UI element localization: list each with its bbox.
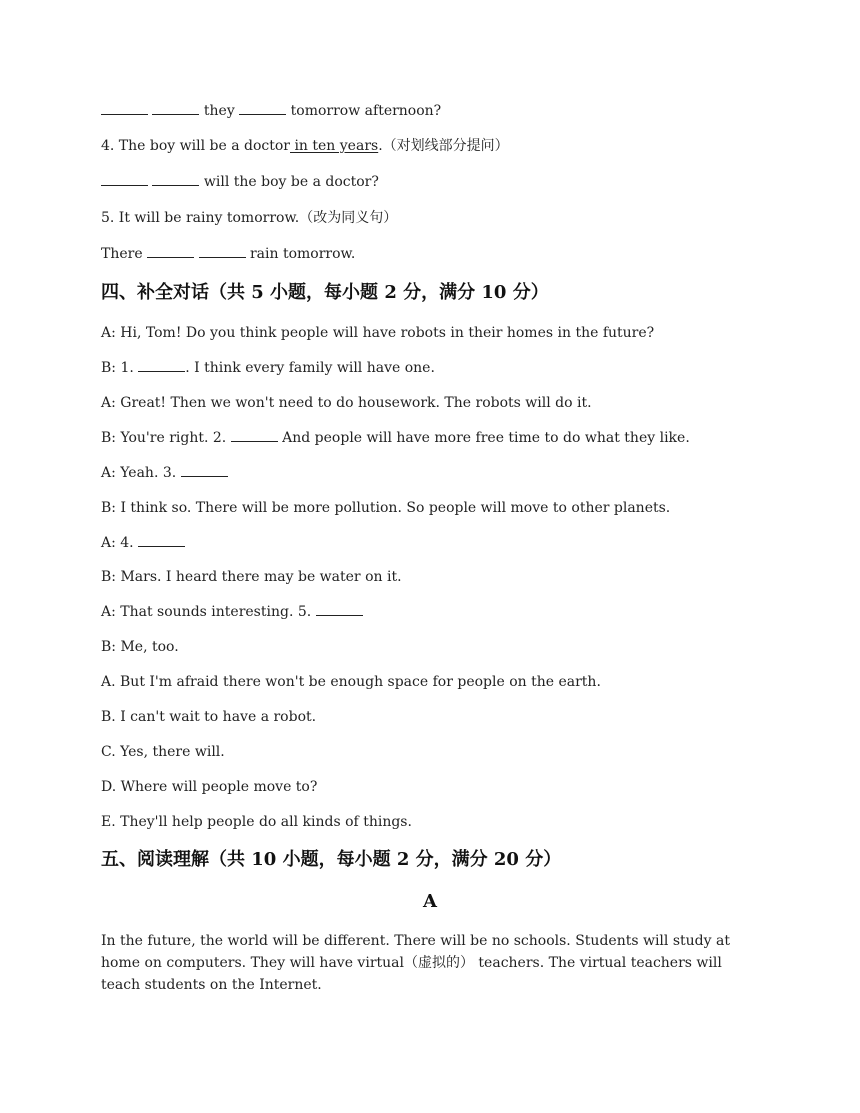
blank[interactable]	[138, 359, 185, 372]
blank[interactable]	[316, 603, 363, 616]
blank[interactable]	[147, 245, 194, 258]
q3-answer-line	[101, 102, 441, 120]
blank[interactable]	[181, 464, 228, 477]
q5-rest: rain tomorrow.	[249, 246, 356, 262]
dialogue-line	[101, 499, 670, 517]
passage-title: A	[423, 891, 437, 912]
option-c: C. Yes, there will.	[101, 744, 225, 760]
dialogue-text: B: Me, too.	[101, 639, 179, 655]
q3-rest: tomorrow afternoon?	[290, 103, 442, 119]
q4-rest: will the boy be a doctor?	[203, 174, 379, 190]
dialogue-text: A: Yeah. 3.	[101, 465, 177, 481]
dialogue-text: A: Hi, Tom! Do you think people will have robots in their homes in the future?	[101, 325, 655, 341]
q4-suffix: .（对划线部分提问）	[378, 138, 509, 154]
blank[interactable]	[101, 173, 148, 186]
blank[interactable]	[101, 102, 148, 115]
q4-prefix: 4. The boy will be a doctor	[101, 138, 290, 154]
section5-heading: 五、阅读理解（共 10 小题，每小题 2 分，满分 20 分）	[101, 849, 562, 870]
dialogue-line	[101, 603, 363, 621]
dialogue-line	[101, 638, 179, 656]
dialogue-text: B: I think so. There will be more pollution. So people will move to other planets.	[101, 500, 671, 516]
q5-answer-line	[101, 245, 355, 263]
blank[interactable]	[231, 429, 278, 442]
q3-they: they	[203, 103, 235, 119]
dialogue-line	[101, 464, 228, 482]
q4-answer-line	[101, 173, 379, 191]
option-b: B. I can't wait to have a robot.	[101, 709, 317, 725]
dialogue-text: B: 1.	[101, 360, 134, 376]
blank[interactable]	[152, 102, 199, 115]
blank[interactable]	[152, 173, 199, 186]
dialogue-text: B: Mars. I heard there may be water on it.	[101, 569, 402, 585]
blank[interactable]	[239, 102, 286, 115]
q4-underlined-phrase: in ten years	[290, 138, 379, 154]
passage-text: In the future, the world will be different. There will be no schools. Students will study at home on computers. They will have virtual（虚拟的） teachers. The virtual teachers will teach students on the Internet.	[101, 933, 730, 993]
dialogue-text: . I think every family will have one.	[185, 360, 435, 376]
dialogue-line	[101, 359, 435, 377]
dialogue-text: A: 4.	[101, 535, 134, 551]
option-d: D. Where will people move to?	[101, 779, 318, 795]
dialogue-text: A: That sounds interesting. 5.	[101, 604, 312, 620]
dialogue-text: B: You're right. 2.	[101, 430, 227, 446]
dialogue-line	[101, 568, 402, 586]
blank[interactable]	[138, 534, 185, 547]
q5-prefix: There	[101, 246, 143, 262]
dialogue-line	[101, 324, 654, 342]
dialogue-text: And people will have more free time to do what they like.	[277, 430, 690, 446]
section4-heading: 四、补全对话（共 5 小题，每小题 2 分，满分 10 分）	[101, 282, 549, 303]
dialogue-text: A: Great! Then we won't need to do housework. The robots will do it.	[101, 395, 592, 411]
q4-question	[101, 137, 509, 155]
dialogue-line	[101, 394, 592, 412]
blank[interactable]	[199, 245, 246, 258]
option-e: E. They'll help people do all kinds of things.	[101, 814, 412, 830]
option-a: A. But I'm afraid there won't be enough space for people on the earth.	[101, 674, 601, 690]
dialogue-line	[101, 534, 185, 552]
dialogue-line	[101, 429, 690, 447]
q5-question: 5. It will be rainy tomorrow.（改为同义句）	[101, 210, 398, 226]
